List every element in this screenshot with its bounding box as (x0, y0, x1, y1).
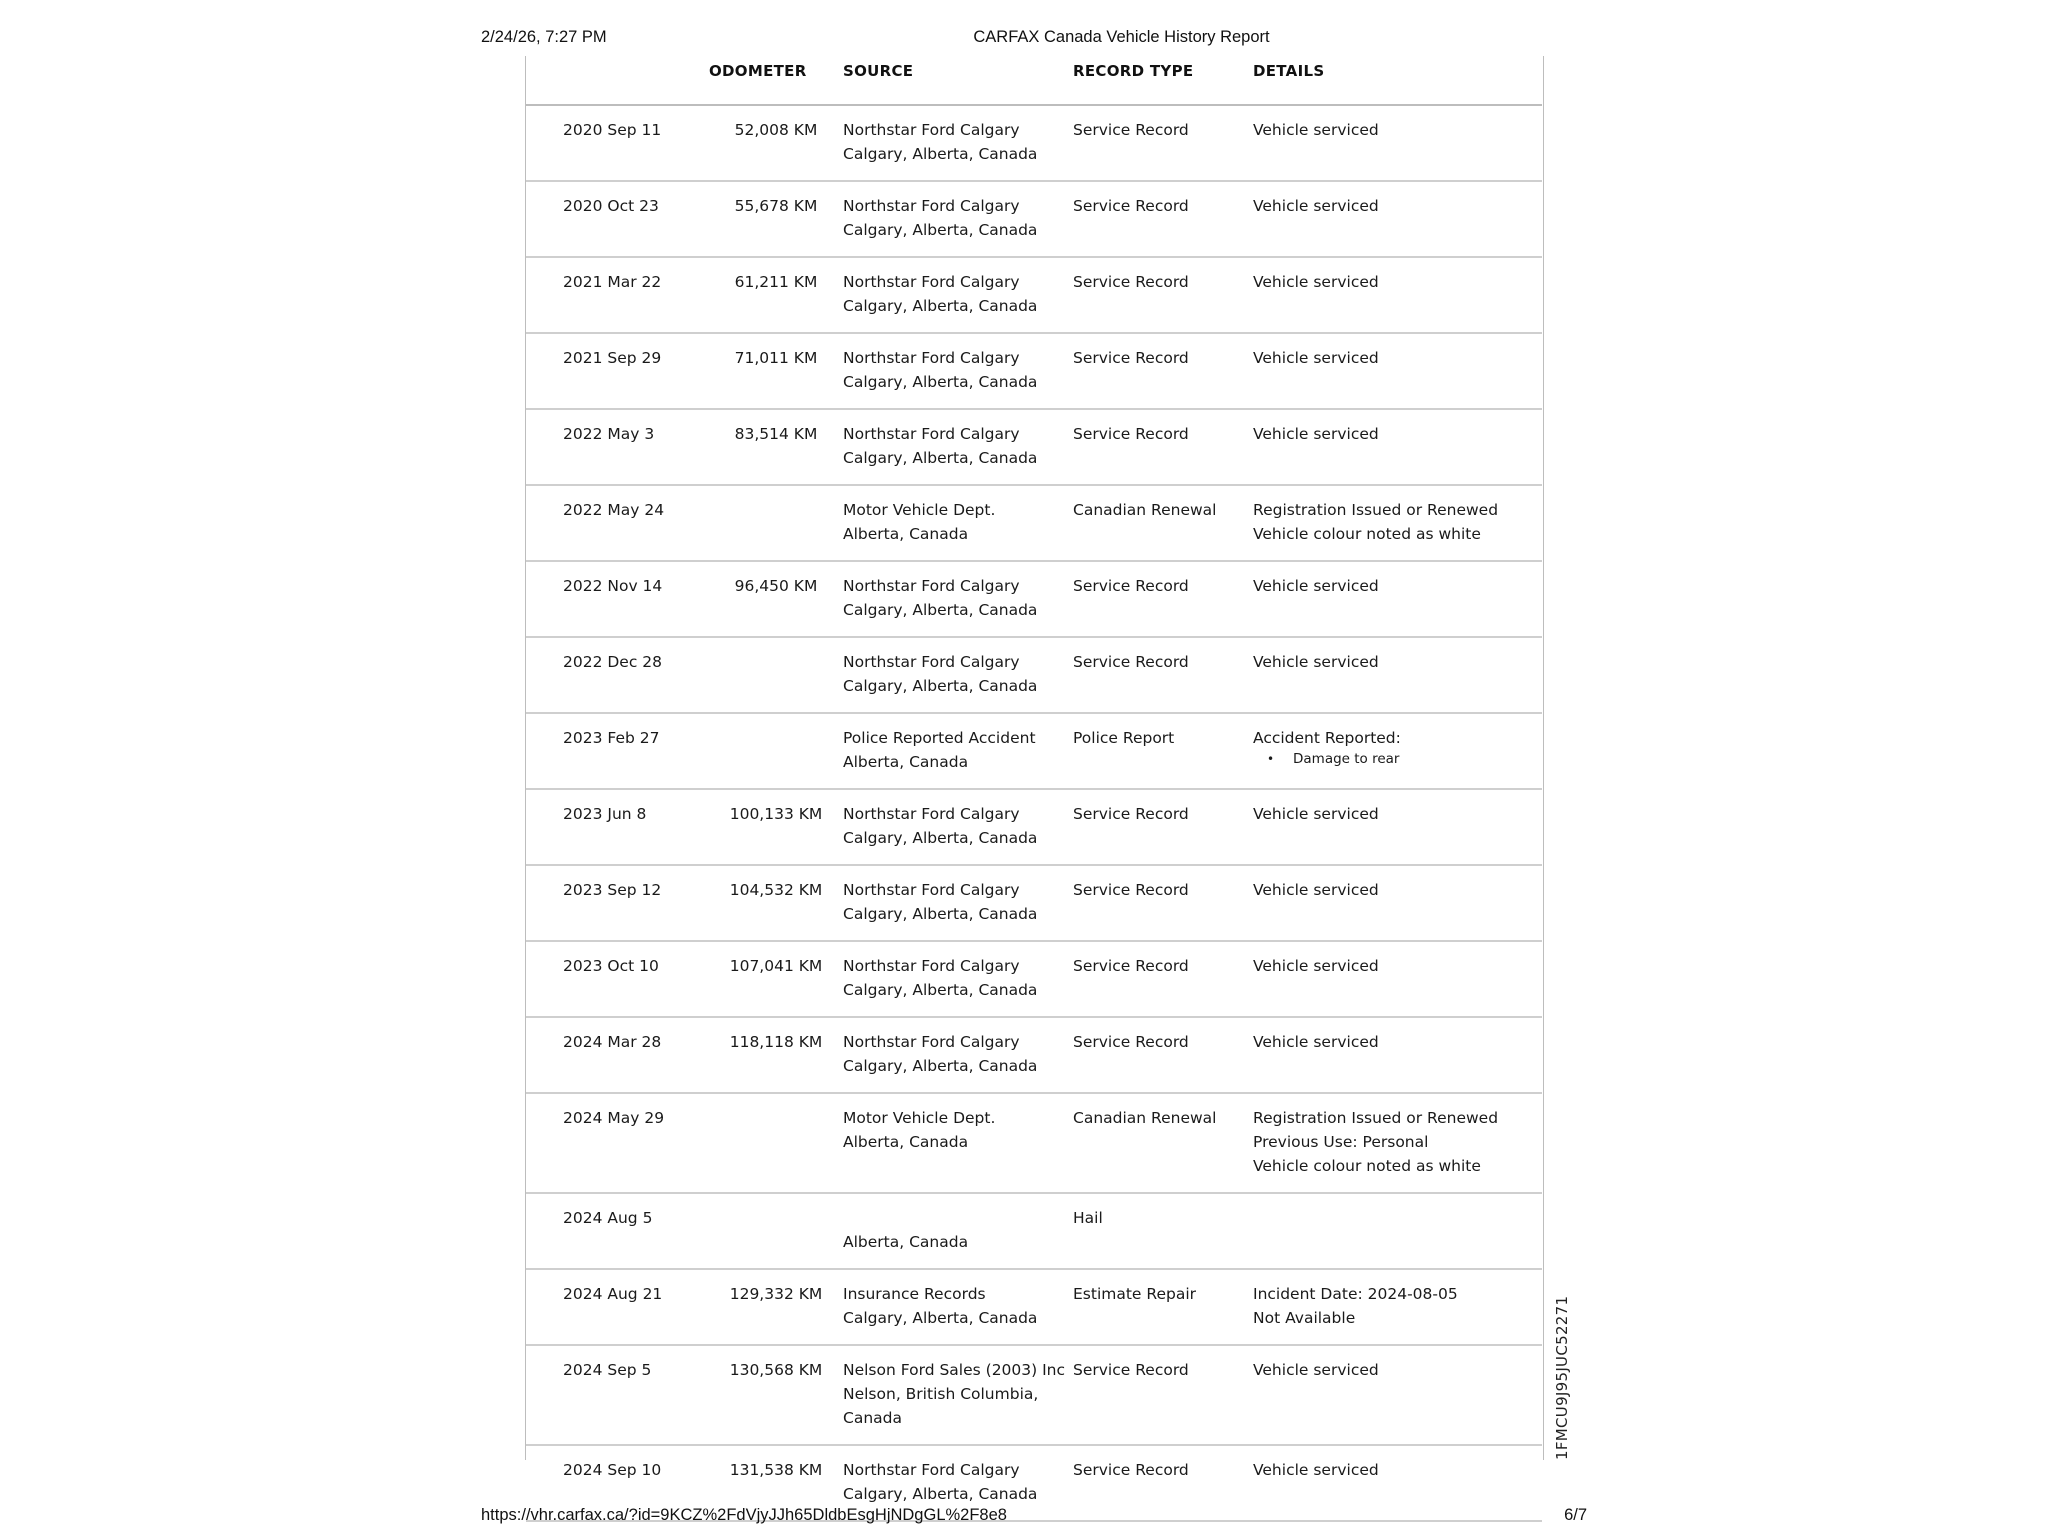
row-source (843, 485, 1073, 561)
row-source (843, 713, 1073, 789)
row-odometer: 96,450 KM (709, 561, 843, 637)
row-date: 2024 Sep 10 (526, 1445, 709, 1521)
row-date: 2024 Aug 21 (526, 1269, 709, 1345)
table-row (526, 713, 1542, 789)
detail-line: Registration Issued or Renewed (1253, 1109, 1499, 1127)
row-details (1253, 257, 1542, 333)
source-line: Alberta, Canada (843, 1233, 969, 1251)
row-odometer (709, 485, 843, 561)
source-line: Calgary, Alberta, Canada (843, 1057, 1038, 1075)
row-source (843, 941, 1073, 1017)
table-row (526, 485, 1542, 561)
row-date: 2022 May 24 (526, 485, 709, 561)
row-source (843, 1093, 1073, 1193)
row-date: 2024 Aug 5 (526, 1193, 709, 1269)
row-odometer: 118,118 KM (709, 1017, 843, 1093)
detail-line: Vehicle serviced (1253, 1361, 1379, 1379)
row-details (1253, 561, 1542, 637)
table-row (526, 865, 1542, 941)
source-line: Calgary, Alberta, Canada (843, 1485, 1038, 1503)
row-odometer (709, 1193, 843, 1269)
vin-label: 1FMCU9J95JUC52271 (1553, 1295, 1571, 1460)
row-source (843, 105, 1073, 181)
print-header (481, 28, 1593, 50)
table-row (526, 1093, 1542, 1193)
row-date: 2021 Sep 29 (526, 333, 709, 409)
source-line: Police Reported Accident (843, 729, 1036, 747)
table-row (526, 789, 1542, 865)
table-header-row (526, 56, 1542, 105)
row-record-type: Service Record (1073, 257, 1253, 333)
row-date: 2022 Nov 14 (526, 561, 709, 637)
source-line: Calgary, Alberta, Canada (843, 601, 1038, 619)
row-date: 2022 Dec 28 (526, 637, 709, 713)
row-source (843, 181, 1073, 257)
table-row (526, 181, 1542, 257)
row-details (1253, 1093, 1542, 1193)
source-line: Calgary, Alberta, Canada (843, 829, 1038, 847)
row-odometer: 130,568 KM (709, 1345, 843, 1445)
row-details (1253, 1269, 1542, 1345)
table-row (526, 1017, 1542, 1093)
detail-line: Previous Use: Personal (1253, 1133, 1429, 1151)
row-source (843, 1193, 1073, 1269)
source-line: Northstar Ford Calgary (843, 881, 1020, 899)
detail-line: Vehicle serviced (1253, 273, 1379, 291)
row-details (1253, 1017, 1542, 1093)
report-title: CARFAX Canada Vehicle History Report (973, 28, 1270, 46)
row-source (843, 333, 1073, 409)
source-line: Calgary, Alberta, Canada (843, 145, 1038, 163)
detail-line: Not Available (1253, 1309, 1356, 1327)
source-line: Calgary, Alberta, Canada (843, 905, 1038, 923)
column-header-source: SOURCE (843, 56, 1073, 105)
row-odometer (709, 1093, 843, 1193)
detail-line: Vehicle serviced (1253, 425, 1379, 443)
row-source (843, 1017, 1073, 1093)
row-date: 2023 Sep 12 (526, 865, 709, 941)
detail-line: Vehicle serviced (1253, 349, 1379, 367)
source-line: Insurance Records (843, 1285, 986, 1303)
row-odometer (709, 637, 843, 713)
row-odometer: 107,041 KM (709, 941, 843, 1017)
source-line: Northstar Ford Calgary (843, 957, 1020, 975)
source-line: Alberta, Canada (843, 753, 969, 771)
source-line: Calgary, Alberta, Canada (843, 449, 1038, 467)
table-row (526, 1193, 1542, 1269)
row-date: 2022 May 3 (526, 409, 709, 485)
source-line: Alberta, Canada (843, 525, 969, 543)
row-odometer (709, 713, 843, 789)
row-odometer: 83,514 KM (709, 409, 843, 485)
column-header-odometer: ODOMETER (709, 56, 843, 105)
row-record-type: Service Record (1073, 637, 1253, 713)
row-record-type: Service Record (1073, 333, 1253, 409)
row-date: 2020 Sep 11 (526, 105, 709, 181)
row-source (843, 637, 1073, 713)
column-header-record-type: RECORD TYPE (1073, 56, 1253, 105)
detail-line: Vehicle serviced (1253, 1461, 1379, 1479)
row-record-type: Hail (1073, 1193, 1253, 1269)
source-line: Nelson, British Columbia, (843, 1385, 1039, 1403)
row-record-type: Service Record (1073, 1345, 1253, 1445)
source-line: Northstar Ford Calgary (843, 805, 1020, 823)
row-record-type: Police Report (1073, 713, 1253, 789)
row-details (1253, 789, 1542, 865)
row-date: 2023 Jun 8 (526, 789, 709, 865)
source-line (843, 1206, 1073, 1230)
detail-line: Vehicle serviced (1253, 957, 1379, 975)
row-record-type: Service Record (1073, 941, 1253, 1017)
vehicle-history-table (526, 56, 1542, 1522)
source-line: Northstar Ford Calgary (843, 577, 1020, 595)
row-details (1253, 409, 1542, 485)
row-record-type: Service Record (1073, 181, 1253, 257)
row-record-type: Estimate Repair (1073, 1269, 1253, 1345)
row-date: 2023 Feb 27 (526, 713, 709, 789)
row-date: 2024 Mar 28 (526, 1017, 709, 1093)
source-line: Motor Vehicle Dept. (843, 1109, 996, 1127)
source-line: Calgary, Alberta, Canada (843, 373, 1038, 391)
row-record-type: Service Record (1073, 409, 1253, 485)
row-odometer: 71,011 KM (709, 333, 843, 409)
detail-line: Vehicle serviced (1253, 577, 1379, 595)
row-source (843, 789, 1073, 865)
print-timestamp: 2/24/26, 7:27 PM (481, 28, 607, 46)
table-row (526, 1345, 1542, 1445)
detail-line: Vehicle serviced (1253, 121, 1379, 139)
source-line: Northstar Ford Calgary (843, 1461, 1020, 1479)
row-details (1253, 333, 1542, 409)
source-line: Calgary, Alberta, Canada (843, 677, 1038, 695)
detail-line: Accident Reported: (1253, 729, 1401, 747)
source-line: Northstar Ford Calgary (843, 1033, 1020, 1051)
table-row (526, 561, 1542, 637)
row-source (843, 561, 1073, 637)
row-date: 2024 May 29 (526, 1093, 709, 1193)
detail-line: Vehicle serviced (1253, 653, 1379, 671)
row-date: 2021 Mar 22 (526, 257, 709, 333)
row-record-type: Service Record (1073, 561, 1253, 637)
column-header-date (526, 56, 709, 105)
row-record-type: Service Record (1073, 865, 1253, 941)
row-odometer: 55,678 KM (709, 181, 843, 257)
column-header-details: DETAILS (1253, 56, 1542, 105)
row-odometer: 104,532 KM (709, 865, 843, 941)
row-details (1253, 637, 1542, 713)
source-line: Calgary, Alberta, Canada (843, 981, 1038, 999)
detail-line: Vehicle colour noted as white (1253, 1157, 1481, 1175)
row-source (843, 409, 1073, 485)
source-line: Motor Vehicle Dept. (843, 501, 996, 519)
row-record-type: Service Record (1073, 105, 1253, 181)
row-source (843, 1269, 1073, 1345)
row-date: 2023 Oct 10 (526, 941, 709, 1017)
page-number: 6/7 (1564, 1506, 1587, 1524)
row-odometer: 131,538 KM (709, 1445, 843, 1521)
row-details (1253, 1345, 1542, 1445)
row-details (1253, 105, 1542, 181)
row-odometer: 100,133 KM (709, 789, 843, 865)
table-row (526, 409, 1542, 485)
source-line: Northstar Ford Calgary (843, 425, 1020, 443)
row-odometer: 52,008 KM (709, 105, 843, 181)
row-odometer: 129,332 KM (709, 1269, 843, 1345)
row-date: 2020 Oct 23 (526, 181, 709, 257)
source-line: Calgary, Alberta, Canada (843, 297, 1038, 315)
table-row (526, 1269, 1542, 1345)
source-line: Northstar Ford Calgary (843, 273, 1020, 291)
detail-line: Vehicle serviced (1253, 1033, 1379, 1051)
row-record-type: Canadian Renewal (1073, 1093, 1253, 1193)
table-row (526, 637, 1542, 713)
detail-line: Vehicle colour noted as white (1253, 525, 1481, 543)
row-details (1253, 1193, 1542, 1269)
table-row (526, 333, 1542, 409)
source-line: Northstar Ford Calgary (843, 121, 1020, 139)
row-details (1253, 713, 1542, 789)
row-source (843, 257, 1073, 333)
table-row (526, 257, 1542, 333)
source-line: Calgary, Alberta, Canada (843, 1309, 1038, 1327)
row-details (1253, 485, 1542, 561)
history-rows (526, 105, 1542, 1521)
detail-line: Vehicle serviced (1253, 197, 1379, 215)
row-details (1253, 865, 1542, 941)
detail-bullet: • Damage to rear (1253, 750, 1542, 768)
row-record-type: Service Record (1073, 1017, 1253, 1093)
table-row (526, 105, 1542, 181)
print-footer (481, 1506, 1587, 1528)
table-row (526, 941, 1542, 1017)
source-line: Alberta, Canada (843, 1133, 969, 1151)
detail-line: Incident Date: 2024-08-05 (1253, 1285, 1458, 1303)
source-line: Northstar Ford Calgary (843, 349, 1020, 367)
source-line: Northstar Ford Calgary (843, 653, 1020, 671)
detail-line: Registration Issued or Renewed (1253, 501, 1499, 519)
detail-line: Vehicle serviced (1253, 805, 1379, 823)
detail-line: Vehicle serviced (1253, 881, 1379, 899)
row-source (843, 1345, 1073, 1445)
row-details (1253, 181, 1542, 257)
source-line: Calgary, Alberta, Canada (843, 221, 1038, 239)
row-record-type: Service Record (1073, 789, 1253, 865)
row-date: 2024 Sep 5 (526, 1345, 709, 1445)
row-record-type: Canadian Renewal (1073, 485, 1253, 561)
source-line: Northstar Ford Calgary (843, 197, 1020, 215)
source-line: Canada (843, 1409, 902, 1427)
row-source (843, 865, 1073, 941)
row-details (1253, 941, 1542, 1017)
row-odometer: 61,211 KM (709, 257, 843, 333)
row-record-type: Service Record (1073, 1445, 1253, 1521)
page-url: https://vhr.carfax.ca/?id=9KCZ%2FdVjyJJh65DldbEsgHjNDgGL%2F8e8 (481, 1506, 1007, 1524)
source-line: Nelson Ford Sales (2003) Inc (843, 1361, 1066, 1379)
